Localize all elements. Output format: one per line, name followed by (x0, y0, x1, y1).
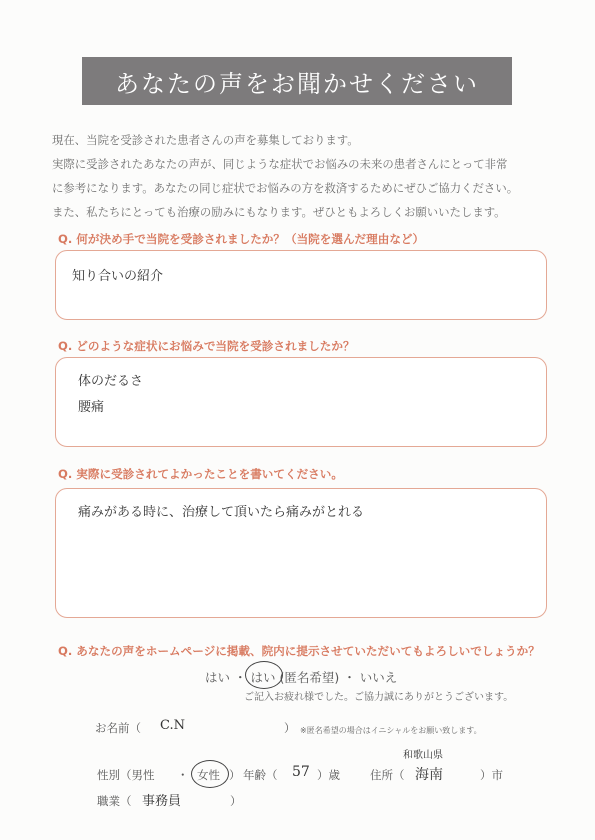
separator: ・ (234, 670, 247, 685)
separator: ・ (343, 670, 356, 685)
name-note: ※匿名希望の場合はイニシャルをお願い致します。 (300, 726, 482, 735)
age-value[interactable]: 57 (292, 764, 310, 780)
answer-box-reason[interactable] (55, 250, 547, 320)
address-value[interactable]: 海南 (415, 767, 443, 783)
job-label: 職業（ (97, 794, 132, 808)
address-label: 住所（ (370, 768, 405, 782)
option-label: 女性 (197, 768, 220, 782)
intro-text (52, 128, 552, 224)
option-yes-anonymous[interactable] (251, 668, 276, 686)
gender-female-option[interactable] (197, 767, 220, 783)
gender-label: 性別（男性 (97, 768, 155, 782)
option-no[interactable]: いいえ (359, 670, 398, 685)
consent-options (205, 668, 397, 686)
answer-text: 痛みがある時に、治療して頂いたら痛みがとれる (78, 505, 365, 520)
question-reason: Q. 何が決め手で当院を受診されましたか？（当院を選んだ理由など） (58, 232, 425, 246)
age-label: 年齢（ (243, 768, 278, 782)
option-label: はい (250, 670, 276, 685)
intro-line: 実際に受診されたあなたの声が、同じような症状でお悩みの未来の患者さんにとって非常 (52, 157, 508, 171)
anonymous-note: (匿名希望) (279, 670, 340, 685)
page-title: あなたの声をお聞かせください (82, 57, 512, 105)
question-consent: Q. あなたの声をホームページに掲載、院内に提示させていただいてもよろしいでしょうか？ (58, 644, 540, 658)
answer-text: 腰痛 (78, 400, 105, 415)
age-close: ）歳 (317, 768, 340, 782)
separator: ・ (177, 768, 189, 782)
answer-box-symptoms[interactable] (55, 357, 547, 447)
intro-line: 現在、当院を受診された患者さんの声を募集しております。 (52, 133, 359, 147)
thanks-message: ご記入お疲れ様でした。ご協力誠にありがとうございます。 (244, 692, 514, 703)
gender-close: ） (229, 768, 241, 782)
question-good-points: Q. 実際に受診されてよかったことを書いてください。 (58, 467, 343, 481)
address-close: ）市 (480, 768, 503, 782)
address-prefecture[interactable]: 和歌山県 (403, 750, 443, 761)
name-close: ） (284, 721, 296, 735)
job-close: ） (230, 794, 242, 808)
selection-circle-icon (191, 760, 229, 788)
answer-text: 知り合いの紹介 (72, 269, 164, 284)
job-value[interactable]: 事務員 (142, 794, 182, 809)
answer-box-good-points[interactable] (55, 488, 547, 618)
option-yes[interactable]: はい (205, 670, 231, 685)
selection-circle-icon (245, 661, 283, 689)
answer-text: 体のだるさ (78, 374, 144, 389)
question-symptoms: Q. どのような症状にお悩みで当院を受診されましたか？ (58, 339, 355, 353)
intro-line: また、私たちにとっても治療の励みにもなります。ぜひともよろしくお願いいたします。 (52, 205, 506, 219)
name-label: お名前（ (95, 721, 141, 735)
intro-line: に参考になります。あなたの同じ症状でお悩みの方を救済するためにぜひご協力ください。 (52, 181, 519, 195)
name-value[interactable]: C.N (160, 718, 185, 733)
